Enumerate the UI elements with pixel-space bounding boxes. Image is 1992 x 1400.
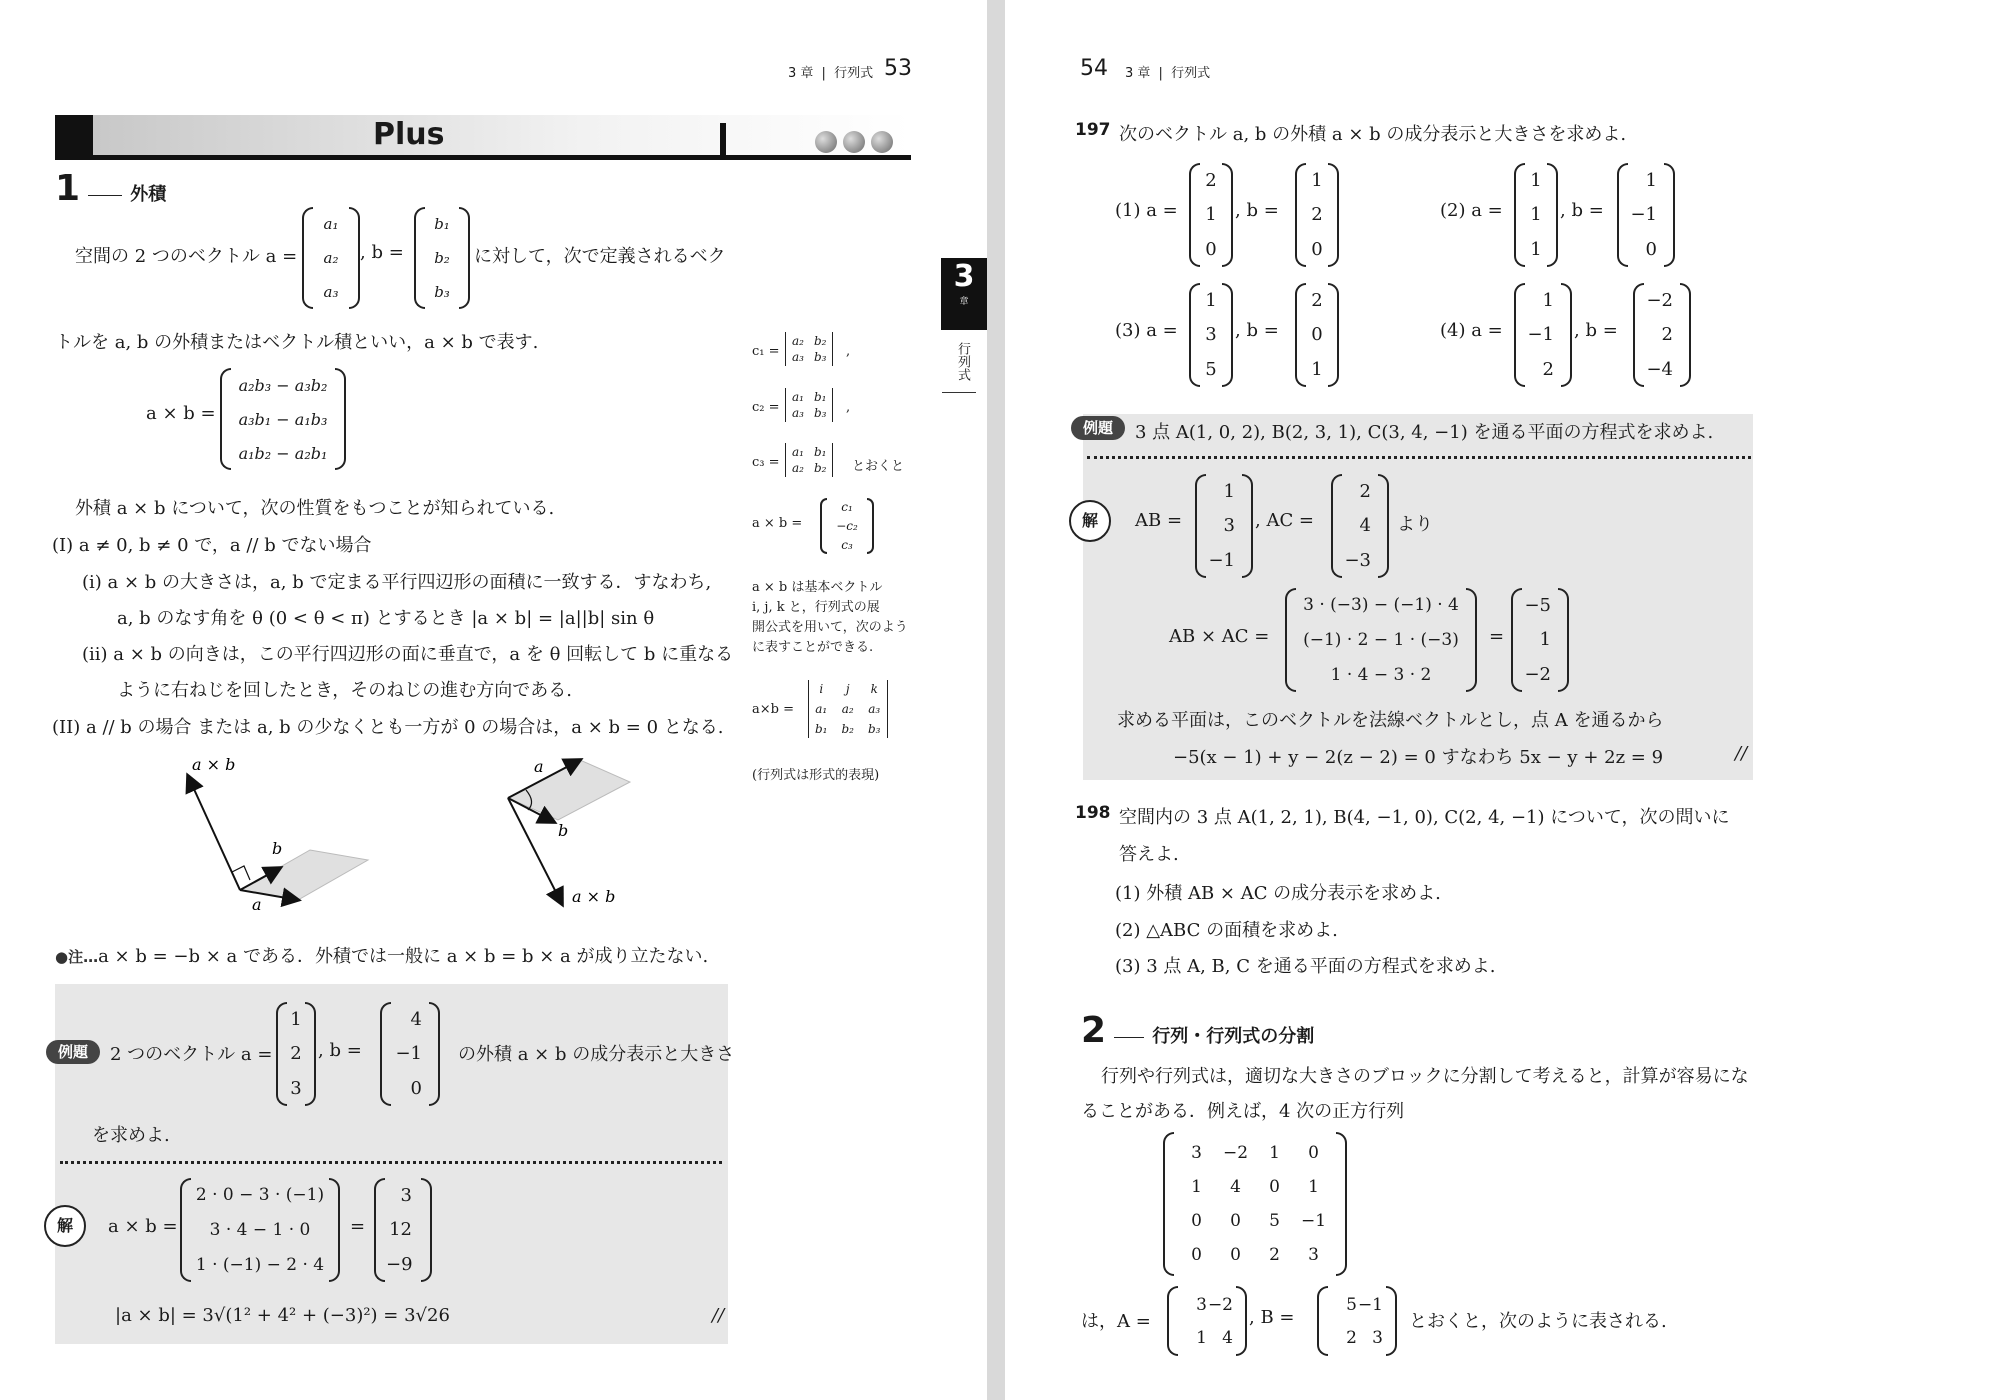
section2-last-c: とおくと，次のように表される. (1409, 1311, 1667, 1332)
problem-198-q2: (2) △ABC の面積を求めよ. (1115, 920, 1338, 941)
solution-end-mark: // (712, 1305, 725, 1326)
plus-banner (55, 115, 911, 160)
fig-label-axb: a × b (192, 755, 236, 774)
fig2-label-a: a (534, 757, 544, 776)
p197-item2-b-label: , b = (1560, 200, 1604, 221)
header-section: 行列式 (1171, 66, 1211, 81)
chapter-tab[interactable] (941, 258, 987, 330)
example-vector-b: 4 −1 0 (380, 1002, 440, 1106)
running-header: 3 章 | 行列式 (1125, 66, 1211, 81)
example-text-a: 2 つのベクトル a = (110, 1044, 273, 1065)
left-page: 3 章 | 行列式 53 Plus 3 章 行列式 1 外積 空間の 2 つのベクトル a = a₁ a₂ a₃ , b = b₁ b₂ b₃ に対して，次で定義されるベク トルを a, b の外積またはベクトル積といい，a × b で表す. a × b = a₂b₃ − a₃b₂ a₃b₁ − a₁b₃ a₁b₂ − a₂b₁ 外積 a × b について，次の性質をもつことが知られている. (I) a ≠ 0, b ≠ 0 で，a // b でない場合 (ⅰ) a × b の大きさは，a, b で定まる平行四辺形の面積に一致する．すなわち, a, b のなす角を θ (0 < θ < π) とするとき |a × b| = |a||b| sin θ (ⅱ) a × b の向きは，この平行四辺形の面に垂直で，a を θ 回転して b に重なる ように右ねじを回したとき，そのねじの進む方向である. (II) a // b の場合 または a, b の少なくとも一方が 0 の場合は，a × b = 0 となる. a × b b a a b a × b c₁ = a₂ b₂ a₃ b₃ , c₂ = a₁ b₁ a₃ b₃ , c₃ = a₁ b₁ a₂ b₂ とおくと a × b = c₁ −c₂ c₃ a × b は基本ベクトル i, j, k と，行列式の展 開公式を用いて，次のよう に表すことができる. a×b = i j k a₁ a₂ a₃ b₁ b₂ b₃ (行列式は形式的表現) ●注…a × b = −b × a である．外積では一般に a × b = b × a が成り立たない. 例題 2 つのベクトル a = 1 2 3 , b = 4 −1 0 の外積 a × b の成分表示と大きさ を求めよ. 解 a × b = 2 · 0 − 3 · (−1) 3 · 4 − 1 · 0 1 · (−1) − 2 · 4 = 3 12 −9 |a × b| = 3√(1² + 4² + (−3)²) = 3√26 // (0, 0, 987, 1400)
problem-198-number: 198 (1075, 803, 1111, 823)
banner-title: Plus (373, 117, 445, 152)
prop-i-line1: (ⅰ) a × b の大きさは，a, b で定まる平行四辺形の面積に一致する．すなわち, (82, 572, 712, 593)
solution-ab-lhs: AB = (1135, 510, 1183, 531)
solution-line1: 求める平面は，このベクトルを法線ベクトルとし，点 A を通るから (1117, 710, 1664, 731)
section1-number: 1 (55, 168, 81, 209)
margin-note: a × b は基本ベクトル i, j, k と，行列式の展 開公式を用いて，次のよう に表すことができる. (752, 580, 908, 655)
p197-item1-vector-b: 1 2 0 (1295, 163, 1339, 267)
margin-c3-det: a₁ b₁ a₂ b₂ (785, 443, 833, 477)
problem-198-q1: (1) 外積 AB × AC の成分表示を求めよ. (1115, 883, 1441, 904)
solution-cross-lhs: AB × AC = (1169, 626, 1270, 647)
running-header: 3 章 | 行列式 (788, 66, 874, 81)
margin-c3-label: c₃ = (752, 455, 780, 470)
problem-198-text2: 答えよ. (1119, 844, 1179, 865)
p197-item4-b-label: , b = (1574, 320, 1618, 341)
def-vector: a₂b₃ − a₃b₂ a₃b₁ − a₁b₃ a₁b₂ − a₂b₁ (220, 368, 346, 470)
margin-det-lhs: a×b = (752, 702, 794, 717)
example-divider (1087, 456, 1751, 459)
props-intro: 外積 a × b について，次の性質をもつことが知られている. (75, 498, 555, 519)
solution-lhs: a × b = (108, 1216, 178, 1237)
example-text-d: を求めよ. (92, 1125, 170, 1146)
chapter-tab-number: 3 (953, 259, 975, 294)
example-vector-a: 1 2 3 (276, 1002, 316, 1106)
solution-badge: 解 (44, 1205, 86, 1247)
fig2-label-b: b (558, 821, 569, 840)
example-text: 3 点 A(1, 0, 2), B(2, 3, 1), C(3, 4, −1) を通る平面の方程式を求めよ. (1135, 422, 1714, 443)
p197-item1-b-label: , b = (1235, 200, 1279, 221)
p197-item4-vector-a: 1 −1 2 (1514, 283, 1572, 387)
solution-yori: より (1397, 514, 1433, 535)
margin-c3-tail: とおくと (852, 459, 905, 474)
chapter-tab-label: 行列式 (955, 342, 970, 381)
intro-text-a: 空間の 2 つのベクトル a = (75, 246, 298, 267)
prop-ii-line2: ように右ねじを回したとき，そのねじの進む方向である. (117, 680, 572, 701)
block-matrix-A: 3 −2 1 4 (1167, 1286, 1247, 1356)
section2-text1: 行列や行列式は，適切な大きさのブロックに分割して考えると，計算が容易にな (1101, 1066, 1749, 1087)
p197-item4-label: (4) a = (1440, 320, 1503, 341)
vector-a: a₁ a₂ a₃ (302, 207, 360, 309)
fig-label-a: a (252, 895, 262, 914)
decor-dot-2 (843, 131, 865, 153)
header-chapter: 3 章 (788, 66, 814, 81)
problem-197-number: 197 (1075, 120, 1111, 140)
p197-item3-vector-b: 2 0 1 (1295, 283, 1339, 387)
margin-det-note: (行列式は形式的表現) (752, 768, 880, 783)
p197-item3-vector-a: 1 3 5 (1189, 283, 1233, 387)
p197-item1-label: (1) a = (1115, 200, 1178, 221)
decor-dot-1 (815, 131, 837, 153)
fig2-label-axb: a × b (572, 887, 616, 906)
solution-ac-lhs: , AC = (1255, 510, 1315, 531)
p197-item2-vector-a: 1 1 1 (1514, 163, 1558, 267)
header-chapter: 3 章 (1125, 66, 1151, 81)
problem-198-text1: 空間内の 3 点 A(1, 2, 1), B(4, −1, 0), C(2, 4, −1) について，次の問いに (1119, 807, 1730, 828)
example-text-b: , b = (318, 1040, 362, 1061)
p197-item2-label: (2) a = (1440, 200, 1503, 221)
header-section: 行列式 (834, 66, 874, 81)
margin-c2-label: c₂ = (752, 400, 780, 415)
solution-equals: = (1489, 626, 1505, 647)
solution-ab-vector: 1 3 −1 (1195, 474, 1253, 578)
section2-heading (1081, 1010, 1314, 1051)
problem-197-text: 次のベクトル a, b の外積 a × b の成分表示と大きさを求めよ. (1119, 124, 1627, 145)
chapter-tab-sub: 章 (959, 297, 969, 307)
p197-item4-vector-b: −2 2 −4 (1633, 283, 1691, 387)
section2-title: 行列・行列式の分割 (1152, 1026, 1315, 1047)
problem-198-q3: (3) 3 点 A, B, C を通る平面の方程式を求めよ. (1115, 956, 1496, 977)
example-badge: 例題 (46, 1040, 100, 1064)
fig-label-b: b (272, 839, 283, 858)
note-line (55, 942, 708, 968)
note-mark: ●注… (55, 948, 99, 966)
solution-end-mark: // (1735, 743, 1748, 764)
cross-product-figure-right (498, 752, 648, 922)
margin-axb-lhs: a × b = (752, 516, 803, 531)
example-badge: 例題 (1071, 416, 1125, 440)
section1-title: 外積 (130, 184, 167, 205)
prop-i-line2: a, b のなす角を θ (0 < θ < π) とするとき |a × b| = |a||b| sin θ (117, 608, 655, 629)
margin-det-matrix: i j k a₁ a₂ a₃ b₁ b₂ b₃ (808, 680, 888, 738)
p197-item2-vector-b: 1 −1 0 (1617, 163, 1675, 267)
p197-item1-vector-a: 2 1 0 (1189, 163, 1233, 267)
page-number: 53 (884, 56, 912, 81)
prop-I: (I) a ≠ 0, b ≠ 0 で，a // b でない場合 (52, 535, 372, 556)
right-page (1005, 0, 1992, 1400)
margin-axb-vector: c₁ −c₂ c₃ (820, 498, 874, 554)
margin-c1-det: a₂ b₂ a₃ b₃ (785, 332, 833, 366)
vector-b: b₁ b₂ b₃ (414, 207, 470, 309)
p197-item3-b-label: , b = (1235, 320, 1279, 341)
solution-ac-vector: 2 4 −3 (1331, 474, 1389, 578)
margin-c1-label: c₁ = (752, 344, 780, 359)
block-matrix-B: 5 −1 2 3 (1317, 1286, 1397, 1356)
section2-number: 2 (1081, 1010, 1107, 1051)
cross-product-figure-left (170, 748, 380, 918)
page-number: 54 (1080, 56, 1108, 81)
prop-ii-line1: (ⅱ) a × b の向きは，この平行四辺形の面に垂直で，a を θ 回転して b に重なる (82, 644, 734, 665)
section2-last-a: は，A = (1081, 1311, 1151, 1332)
section2-last-b: , B = (1249, 1307, 1295, 1328)
definition-line: トルを a, b の外積またはベクトル積といい，a × b で表す. (55, 332, 539, 353)
solution-cross-vector: 3 · (−3) − (−1) · 4 (−1) · 2 − 1 · (−3) 1 · 4 − 3 · 2 (1285, 588, 1477, 692)
solution-result: 3 12 −9 (374, 1178, 432, 1282)
solution-line2: −5(x − 1) + y − 2(z − 2) = 0 すなわち 5x − y + 2z = 9 (1173, 747, 1664, 768)
intro-text-c: に対して，次で定義されるベク (474, 246, 726, 267)
section1-heading (55, 168, 166, 209)
solution-magnitude: |a × b| = 3√(1² + 4² + (−3)²) = 3√26 (115, 1305, 450, 1326)
example-4x4-matrix: 3 −2 1 0 1 4 0 1 0 0 5 −1 0 0 2 3 (1163, 1132, 1347, 1276)
margin-c2-det: a₁ b₁ a₃ b₃ (785, 388, 833, 422)
tab-rule (942, 392, 976, 393)
note-text: a × b = −b × a である．外積では一般に a × b = b × a が成り立たない. (98, 946, 709, 967)
solution-cross-result: −5 1 −2 (1511, 588, 1569, 692)
section2-text2: ることがある．例えば，4 次の正方行列 (1081, 1101, 1405, 1122)
example-divider (60, 1161, 722, 1164)
prop-II: (II) a // b の場合 または a, b の少なくとも一方が 0 の場合は，a × b = 0 となる. (52, 717, 724, 738)
def-lhs: a × b = (146, 403, 216, 424)
solution-vector: 2 · 0 − 3 · (−1) 3 · 4 − 1 · 0 1 · (−1) − 2 · 4 (180, 1178, 340, 1282)
example-text-c: の外積 a × b の成分表示と大きさ (458, 1044, 735, 1065)
decor-dot-3 (871, 131, 893, 153)
solution-badge: 解 (1069, 500, 1111, 542)
p197-item3-label: (3) a = (1115, 320, 1178, 341)
intro-text-b: , b = (360, 242, 404, 263)
